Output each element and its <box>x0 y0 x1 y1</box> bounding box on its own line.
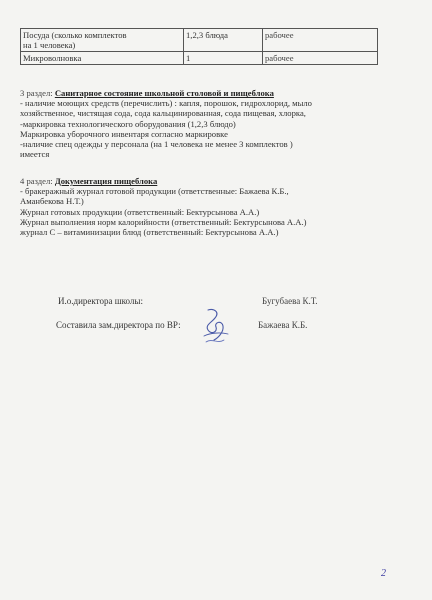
section-line: Маркировка уборочного инвентаря согласно маркировке <box>20 128 228 139</box>
table-cell-status: рабочее <box>263 52 378 65</box>
signature-name-deputy: Бажаева К.Б. <box>258 320 308 330</box>
section-title: Документация пищеблока <box>54 176 158 186</box>
section-number: 3 раздел: <box>20 88 53 98</box>
table-row <box>21 29 378 52</box>
section-title: Санитарное состояние школьной столовой и пищеблока <box>54 88 274 98</box>
cell-text: на 1 человека) <box>23 40 76 50</box>
table-cell-status: рабочее <box>263 29 378 52</box>
section-heading <box>20 88 420 98</box>
section-line: -наличие спец одежды у персонала (на 1 человека не менее 3 комплектов ) <box>20 139 293 150</box>
section-line: хозяйственное, чистящая сода, сода кальцинированная, сода пищевая, хлорка, <box>20 108 306 119</box>
table-cell-item <box>21 29 184 52</box>
page-number: 2 <box>381 568 386 579</box>
section-line: Журнал выполнения норм калорийности (ответственный: Бектурсынова А.А.) <box>20 216 307 227</box>
section-line: - бракеражный журнал готовой продукции (ответственные: Бажаева К.Б., <box>20 186 289 197</box>
section-line: Журнал готовых продукции (ответственный: Бектурсынова А.А.) <box>20 206 260 217</box>
signature-name-director: Бугубаева К.Т. <box>262 296 318 306</box>
section-4 <box>20 176 420 237</box>
table-cell-dishes: 1 <box>184 52 263 65</box>
section-heading <box>20 176 420 186</box>
signature-role-deputy: Составила зам.директора по ВР: <box>56 320 181 330</box>
section-3 <box>20 88 420 159</box>
section-line: - наличие моющих средств (перечислить) : капля, порошок, гидрохлорид, мыло <box>20 98 312 109</box>
inventory-table <box>20 28 378 65</box>
section-number: 4 раздел: <box>20 176 53 186</box>
section-line: Аманбекова Н.Т.) <box>20 196 84 207</box>
section-line: -маркировка технологического оборудования (1,2,3 блюдо) <box>20 118 236 129</box>
signature-role-director: И.о.директора школы: <box>58 296 143 306</box>
section-line: журнал С – витаминизации блюд (ответственный: Бектурсынова А.А.) <box>20 227 279 238</box>
table-cell-item: Микроволновка <box>21 52 184 65</box>
table-row <box>21 52 378 65</box>
section-line: имеется <box>20 149 50 160</box>
handwritten-signature <box>196 306 234 346</box>
cell-text: Посуда (сколько комплектов <box>23 30 127 40</box>
table-cell-dishes: 1,2,3 блюда <box>184 29 263 52</box>
